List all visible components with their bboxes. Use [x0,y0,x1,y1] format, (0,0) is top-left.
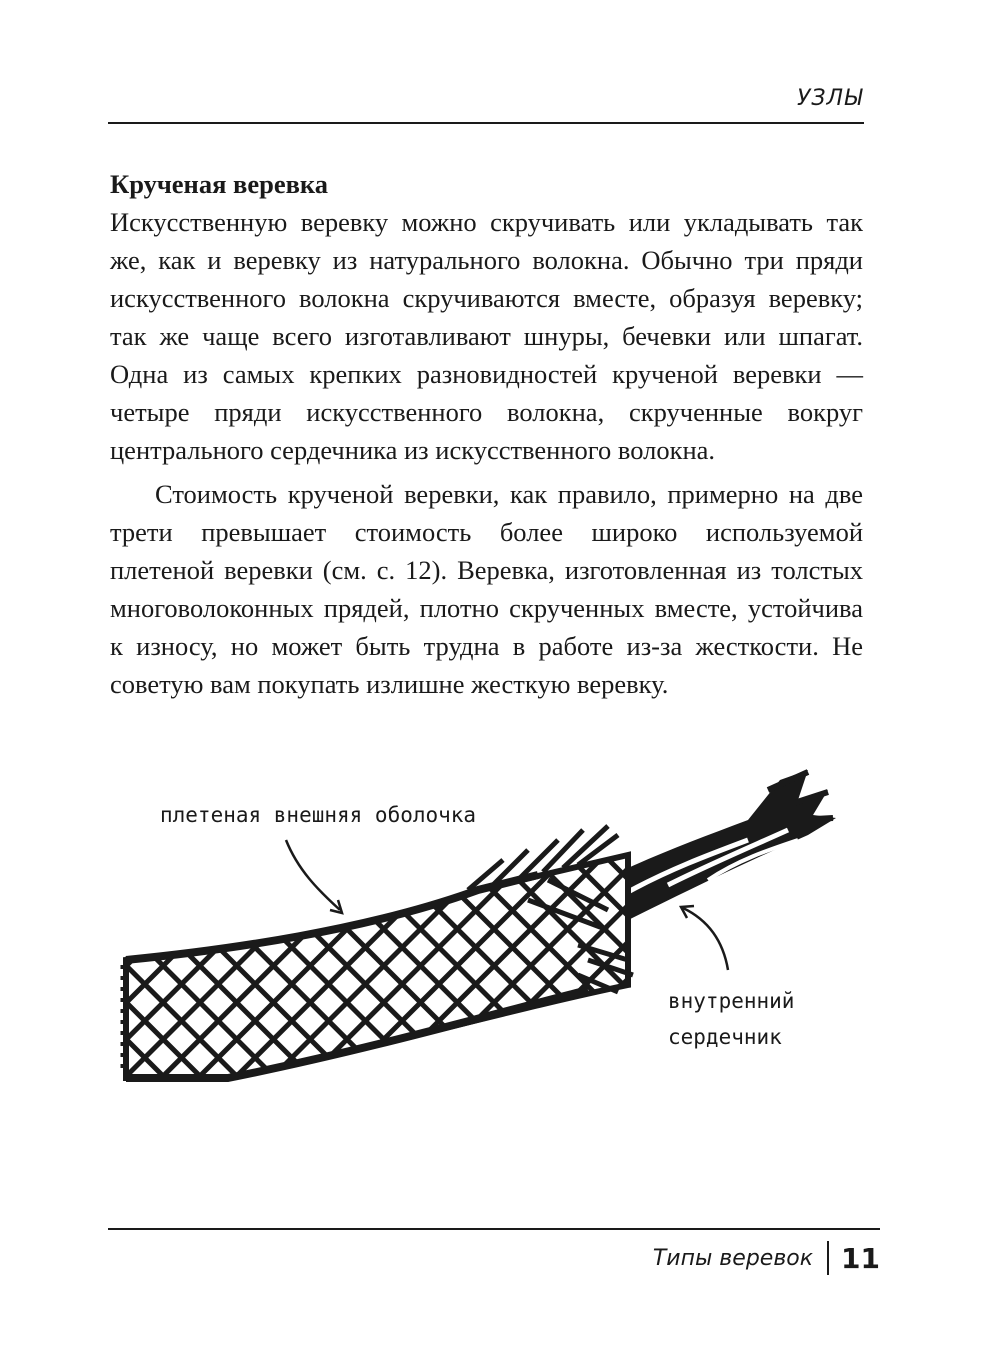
arrow-core [683,908,728,970]
paragraph-2: Стоимость крученой веревки, как правило, примерно на две трети превышает стоимость более широко используемой плетеной веревки (см. с. 12). Веревка, изготовленная из толстых многоволоконных прядей, плотно скрученных вместе, устойчива к износу, но может быть трудна в работе из-за жесткости. Не советую вам покупать излишне жесткую веревку. [110,479,863,699]
footer-separator [827,1241,829,1275]
footer-section-title: Типы веревок [652,1245,814,1271]
page-number: 11 [841,1241,880,1275]
page-body [110,165,863,703]
footer-rule [108,1228,880,1230]
braided-sheath [122,826,633,1078]
page-footer [653,1240,880,1276]
paragraph-1: Искусственную веревку можно скручивать или укладывать так же, как и веревку из натурального волокна. Обычно три пряди искусственного волокна скручиваются вместе, образуя веревку; так же чаще всего изготавливают шнуры, бечевки или шпагат. Одна из самых крепких разновидностей крученой веревки — четыре пряди искусственного волокна, скрученные вокруг центрального сердечника из искусственного волокна. [110,207,863,465]
chapter-title: УЗЛЫ [796,86,863,111]
section-heading: Крученая веревка [110,169,329,199]
rope-illustration [108,760,868,1100]
header-rule [108,122,864,124]
label-core-line2: сердечник [668,1025,782,1049]
label-braided-sheath: плетеная внешняя оболочка [160,803,477,827]
arrow-sheath [286,840,340,910]
label-core-line1: внутренний [668,989,795,1013]
